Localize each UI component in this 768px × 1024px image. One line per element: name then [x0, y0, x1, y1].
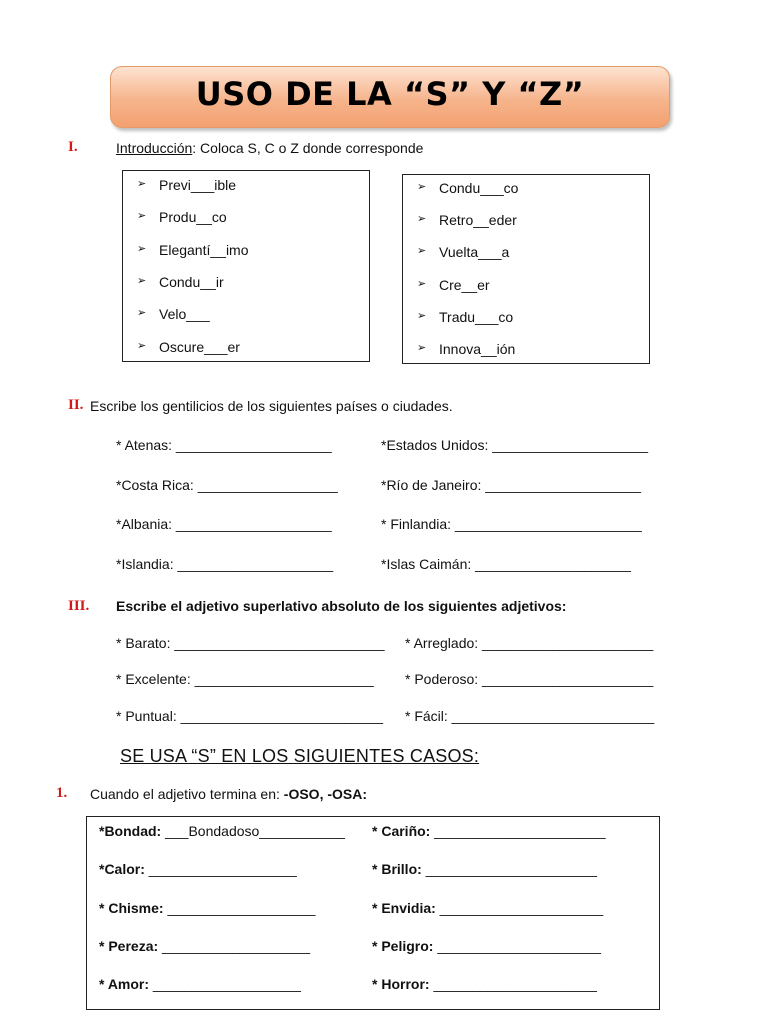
arrow-bullet-icon: ➢ [137, 178, 147, 190]
gentilicio-prompt: * Finlandia: ________________________ [381, 516, 642, 532]
gentilicio-prompt: * Atenas: ____________________ [116, 437, 332, 453]
gentilicio-prompt: *Estados Unidos: ____________________ [381, 437, 649, 453]
adjective-prompt: * Brillo: ______________________ [372, 861, 597, 877]
gentilicio-prompt: *Islandia: ____________________ [116, 556, 334, 572]
word-item: Velo___ [159, 306, 210, 322]
rule1-endings: -OSO, -OSA: [283, 786, 368, 802]
arrow-bullet-icon: ➢ [417, 181, 427, 193]
section1-heading [116, 140, 423, 156]
gentilicio-prompt: *Islas Caimán: ____________________ [381, 556, 631, 572]
word-item: Condu__ir [159, 274, 224, 290]
word-item: Condu___co [439, 180, 519, 196]
section2-numeral: II. [68, 397, 84, 413]
superlative-prompt: * Puntual: __________________________ [116, 708, 384, 724]
superlative-prompt: * Poderoso: ______________________ [405, 671, 654, 687]
superlative-prompt: * Excelente: _______________________ [116, 671, 374, 687]
adjective-prompt: * Peligro: _____________________ [372, 938, 601, 954]
arrow-bullet-icon: ➢ [137, 210, 147, 222]
section1-label: Introducción [116, 140, 193, 156]
arrow-bullet-icon: ➢ [417, 310, 427, 322]
arrow-bullet-icon: ➢ [137, 243, 147, 255]
adjective-prompt: * Horror: _____________________ [372, 976, 597, 992]
adjective-prompt: * Pereza: ___________________ [99, 938, 310, 954]
superlative-prompt: * Arreglado: ______________________ [405, 635, 654, 651]
title-banner [110, 66, 670, 128]
adjective-prompt: * Envidia: _____________________ [372, 900, 604, 916]
rule1-text [90, 786, 367, 802]
word-item: Innova__ión [439, 341, 516, 357]
section1-instruction: : Coloca S, C o Z donde corresponde [192, 140, 424, 156]
arrow-bullet-icon: ➢ [137, 307, 147, 319]
section1-right-box [402, 174, 650, 364]
arrow-bullet-icon: ➢ [417, 278, 427, 290]
word-item: Cre__er [439, 277, 490, 293]
word-item: Retro__eder [439, 212, 517, 228]
arrow-bullet-icon: ➢ [417, 342, 427, 354]
word-item: Vuelta___a [439, 244, 510, 260]
adjective-prompt: *Calor: ___________________ [99, 861, 297, 877]
adjective-prompt: * Chisme: ___________________ [99, 900, 316, 916]
section1-left-box [122, 170, 370, 362]
adjective-prompt: * Cariño: ______________________ [372, 823, 606, 839]
section2-instruction: Escribe los gentilicios de los siguientes países o ciudades. [90, 398, 453, 414]
rule1-number: 1. [56, 785, 68, 801]
arrow-bullet-icon: ➢ [417, 213, 427, 225]
word-item: Produ__co [159, 209, 227, 225]
superlative-prompt: * Fácil: __________________________ [405, 708, 655, 724]
adjective-prompt: * Amor: ___________________ [99, 976, 301, 992]
section1-numeral: I. [68, 139, 78, 155]
gentilicio-prompt: *Costa Rica: __________________ [116, 477, 338, 493]
word-item: Elegantí__imo [159, 242, 249, 258]
rule1-description: Cuando el adjetivo termina en: [90, 786, 284, 802]
gentilicio-prompt: *Río de Janeiro: ____________________ [381, 477, 642, 493]
rules-heading: SE USA “S” EN LOS SIGUIENTES CASOS: [120, 746, 480, 766]
word-item: Previ___ible [159, 177, 237, 193]
section3-instruction: Escribe el adjetivo superlativo absoluto de los siguientes adjetivos: [116, 598, 567, 614]
adjective-prompt: *Bondad: ___Bondadoso___________ [99, 823, 345, 839]
arrow-bullet-icon: ➢ [137, 340, 147, 352]
section3-numeral: III. [68, 598, 90, 614]
word-item: Oscure___er [159, 339, 240, 355]
gentilicio-prompt: *Albania: ____________________ [116, 516, 332, 532]
arrow-bullet-icon: ➢ [417, 245, 427, 257]
superlative-prompt: * Barato: ___________________________ [116, 635, 385, 651]
rule1-exercise-box [86, 816, 660, 1010]
word-item: Tradu___co [439, 309, 514, 325]
arrow-bullet-icon: ➢ [137, 275, 147, 287]
page-title: USO DE LA “S” Y “Z” [195, 75, 585, 113]
